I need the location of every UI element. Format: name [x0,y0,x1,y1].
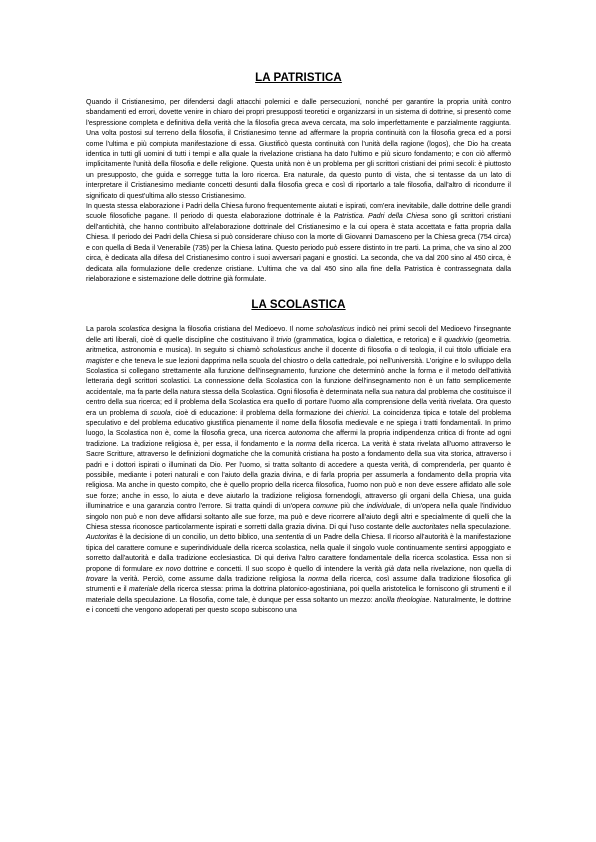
italic-text: scolastica [118,326,150,334]
section-title-patristica: LA PATRISTICA [255,72,342,84]
text-run: anche il docente di filosofia o di teologia, il cui titolo ufficiale era [300,347,511,355]
italic-text: materiale d [128,586,165,594]
text-run: Quando il Cristianesimo, per difendersi dagli attacchi polemici e dalle persecuzioni, nonché per garantire la propria unità contro sbandamenti ed errori, dovette venire in chiaro dei propri presupposti teoretici e organizzarsi in un sistema di dottrine, si presentò come l'espressione completa e definitiva della verità che la filosofia greca aveva cercata, ma solo imperfettamente e parzialmente raggiunta. Una volta postosi sul terreno della filosofia, il Cristianesimo tenne ad affermare la propria continuità con la filosofia greca ed a porsi come l'ultima e più compiuta manifestazione di essa. Giustificò questa continuità con l'unità della ragione (logos), che Dio ha creata identica in tutti gli uomini di tutti i tempi e alla quale la rivelazione cristiana ha dato l'ultimo e più sicuro fondamento; e con ciò affermò implicitamente l'unità della filosofia e delle religione. Questa unità non è un problema per gli scrittori cristiani dei primi secoli: è piuttosto un presupposto, che guida e sorregge tutta la loro ricerca. Era naturale, da questo punto di vista, che si tentasse da un lato di interpretare il Cristianesimo mediante concetti desunti dalla filosofia greca e così di riportarlo a tale filosofia, dall'altro di ricondurre il significato di quest'ultima allo stesso Cristianesimo. [86,99,511,200]
italic-text: già data [384,565,411,573]
text-run: , cioè di educazione: il problema della formazione dei [170,409,346,417]
paragraph [86,325,511,616]
italic-text: scholasticus [262,347,301,355]
text-run: nella speculazione. [448,524,511,532]
paragraph [86,98,511,202]
italic-text: trovare [86,576,108,584]
text-run: dottrine e concetti. Il suo scopo è quello di intendere la verità [180,565,385,573]
italic-text: Patristica. Padri della Chiesa [333,213,429,221]
text-run: designa la filosofia cristiana del Medioevo. Il nome [149,326,317,334]
section-title-scolastica: LA SCOLASTICA [251,299,346,312]
text-run: che affermi la propria indipendenza critica di fronte ad ogni tradizione. La tradizione religiosa è, per essa, il fondamento e la [86,430,511,448]
italic-text: trivio [276,336,292,344]
italic-text: chierici [345,409,368,417]
text-run: (grammatica, logica o dialettica, e retorica) e il [291,336,445,344]
text-run: della ricerca, così assume dalla tradizione filosofica gli strumenti e il [86,576,512,594]
text-run: , di un'opera nella quale l'individuo singolo non può e non deve affidarsi soltanto alle sue forze, ma può e deve ricorrere all'aiuto degli altri e specialmente di quelli che la Chiesa stessa riconosce particolarmente ispirati e sorretti dalla grazia divina. Di qui l'uso costante delle [86,503,512,532]
text-run: la verità. Perciò, come assume dalla tradizione religiosa la [107,576,309,584]
text-run: ella ricerca stessa: prima la dottrina platonico-agostiniana, poi quella aristotelica le forniscono gli strumenti e il materiale della speculazione. La filosofia, come tale, è dunque per essa soltanto un mezzo: [86,586,512,604]
text-run: indicò nei primi secoli del Medioevo l'insegnante delle arti liberali, cioè di quelle discipline che costituivano il [86,326,512,344]
italic-text: sententia [275,534,304,542]
text-run: In questa stessa elaborazione i Padri della Chiesa furono frequentemente aiutati e ispirati, com'era inevitabile, dalle dottrine delle grandi scuole filosofiche pagane. Il periodo di questa elaborazione dottrinale è la [86,203,511,221]
italic-text: Auctoritas [86,534,118,542]
italic-text: norma [308,576,328,584]
text-run: . La coincidenza tipica e totale del problema speculativo e del problema educativo giustifica pienamente il nome della filosofia medievale e ne spiega i tratti fondamentali. In primo luogo, la Scolastica non è, come la filosofia greca, una ricerca [86,409,512,438]
text-run: di un Padre della Chiesa. Il ricorso all'autorità è la manifestazione tipica del carattere comune e superindividuale della ricerca scolastica, nella quale il singolo vuole continuamente sentirsi appoggiato e sorretto dall'autorità e dalla tradizione ecclesiastica. Di qui deriva l'altro carattere fondamentale della ricerca scolastica. Essa non si propone di formulare [86,534,511,573]
text-run: e che teneva le sue lezioni dapprima nella scuola del chiostro o della cattedrale, poi nell'università. L'origine e lo sviluppo della Scolastica si collegano strettamente alla funzione dell'insegnamento, funzione che determinò anche la forma e il metodo dell'attività letteraria degli scrittori scolastici. La connessione della Scolastica con la funzione dell'insegnamento non è un fatto semplicemente accidentale, ma fa parte della natura stessa della Scolastica. Ogni filosofia è determinata nella sua natura dal problema che costituisce il centro della sua ricerca; ed il problema della Scolastica era quello di portare l'uomo alla comprensione della verità rivelata. Ora questo era un problema di [86,357,512,417]
text-run: della ricerca. La verità è stata rivelata all'uomo attraverso le Sacre Scritture, attraverso le definizioni dogmatiche che la comunità cristiana ha posto a fondamento della sua vita storica, attraverso i padri e i dottori ispirati o illuminati da Dio. Per l'uomo, si tratta soltanto di accedere a questa verità, di comprenderla, per quanto è possibile, mediante i poteri naturali e con l'aiuto della grazia divina, e di farla propria per assumerla a fondamento della propria vita religiosa. Ma anche in questo compito, che è quello proprio della ricerca filosofica, l'uomo non può e non deve essere affidato alle sole sue forze; anche in esso, lo aiuta e deve aiutarlo la tradizione religiosa fornendogli, attraverso gli organi della Chiesa, una guida illuminatrice e una garanzia contro l'errore. Si tratta quindi di un'opera [86,440,511,511]
italic-text: quadrivio [444,336,473,344]
text-run: sono gli scrittori cristiani dell'antichità, che hanno contribuito all'elaborazione dottrinale del Cristianesimo e la cui opera è stata accettata e fatta propria dalla Chiesa. Il periodo dei Padri della Chiesa si può considerare chiuso con la morte di Giovanni Damasceno per la Chiesa greca (754 circa) e con quella di Beda il Venerabile (735) per la Chiesa latina. Questo periodo può essere distinto in tre parti. La prima, che va sino al 200 circa, è dedicata alla difesa del Cristianesimo contro i suoi avversari pagani e gnostici. La seconda, che va dal 200 sino al 450 circa, è dedicata alla formulazione delle credenze cristiane. L'ultima che va dal 450 sino alla fine della Patristica è contrassegnata dalla rielaborazione e sistemazione delle dottrine già formulate. [86,213,511,283]
text-run: (geometria. aritmetica, astronomia e musica). In seguito si chiamò [86,336,511,355]
text-run: è la decisione di un concilio, un detto biblico, una [117,534,276,542]
italic-text: ancilla theologiae [374,596,430,604]
italic-text: scuola [150,409,171,417]
italic-text: magister [86,357,114,365]
text-run: nella rivelazione, non quella di [410,565,512,573]
italic-text: comune [312,503,338,511]
paragraph [86,202,511,285]
italic-text: auctoritates [412,524,449,532]
text-run: più che [337,503,367,511]
italic-text: norma [295,440,316,448]
page-content [86,70,511,617]
italic-text: individuale [366,503,400,511]
italic-text: autonoma [288,430,320,438]
italic-text: scholasticus [316,326,355,334]
italic-text: ex novo [155,565,181,573]
text-run: . Naturalmente, le dottrine e i concetti che vengono adoperati per questo scopo subiscono una [86,596,511,615]
text-run: La parola [86,326,119,334]
